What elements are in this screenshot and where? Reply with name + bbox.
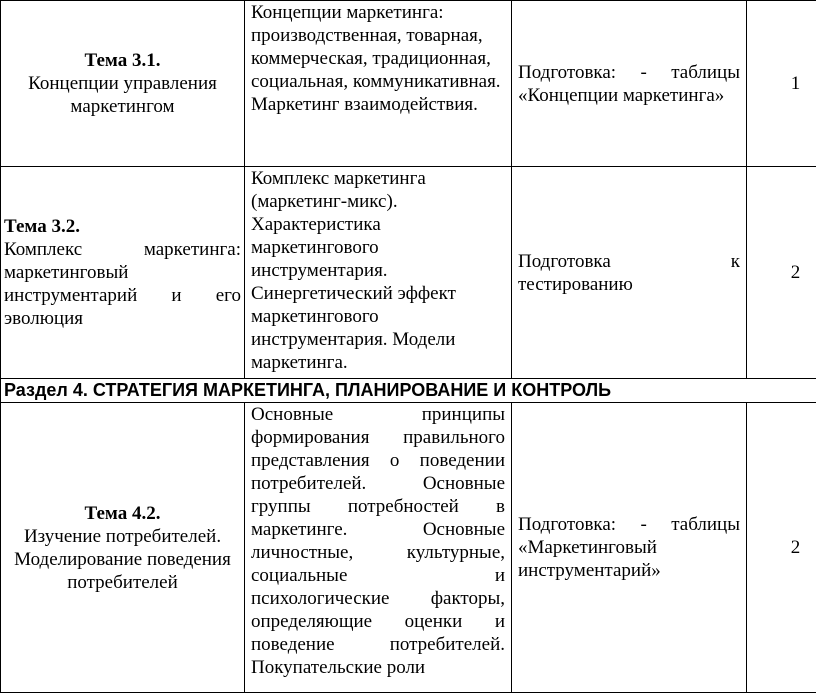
topic-title: Тема 3.2. <box>4 215 241 238</box>
content-cell <box>245 403 512 693</box>
topic-cell <box>1 167 245 379</box>
content-text: Основные принципы формирования правильного представления о поведении потребителей. Основные группы потребностей в маркетинге. Основные личностные, культурные, социальные и психологические факторы, определяющие оценки и поведение потребителей. Покупательские роли <box>251 403 505 679</box>
hours-cell <box>747 403 816 693</box>
hours-cell <box>747 167 816 379</box>
task-cell <box>512 167 747 379</box>
section-header-row <box>1 379 816 403</box>
content-cell <box>245 1 512 167</box>
hours-value: 2 <box>791 537 801 558</box>
task-cell <box>512 1 747 167</box>
task-text: Подготовка: - таблицы «Концепции маркетинга» <box>518 61 740 107</box>
table-row <box>1 1 816 167</box>
task-cell <box>512 403 747 693</box>
hours-value: 1 <box>791 73 801 94</box>
topic-name: Изучение потребителей. Моделирование поведения потребителей <box>14 526 231 593</box>
hours-cell <box>747 1 816 167</box>
table-row <box>1 403 816 693</box>
table-row <box>1 167 816 379</box>
content-text: Концепции маркетинга: производственная, товарная, коммерческая, традиционная, социальная, коммуникативная. Маркетинг взаимодействия. <box>251 1 505 116</box>
hours-value: 2 <box>791 262 801 283</box>
topic-title: Тема 4.2. <box>4 502 241 525</box>
content-text: Комплекс маркетинга (маркетинг-микс). Характеристика маркетингового инструментария. Синергетический эффект маркетингового инструментария. Модели маркетинга. <box>251 167 505 374</box>
topic-name: Комплекс маркетинга: маркетинговый инструментарий и его эволюция <box>4 239 241 329</box>
task-text: Подготовка к тестированию <box>518 250 740 296</box>
topic-cell <box>1 1 245 167</box>
section-title: Раздел 4. СТРАТЕГИЯ МАРКЕТИНГА, ПЛАНИРОВАНИЕ И КОНТРОЛЬ <box>1 379 816 403</box>
task-text: Подготовка: - таблицы «Маркетинговый инструментарий» <box>518 513 740 582</box>
topic-name: Концепции управления маркетингом <box>28 73 217 117</box>
topic-cell <box>1 403 245 693</box>
content-cell <box>245 167 512 379</box>
topic-title: Тема 3.1. <box>4 49 241 72</box>
